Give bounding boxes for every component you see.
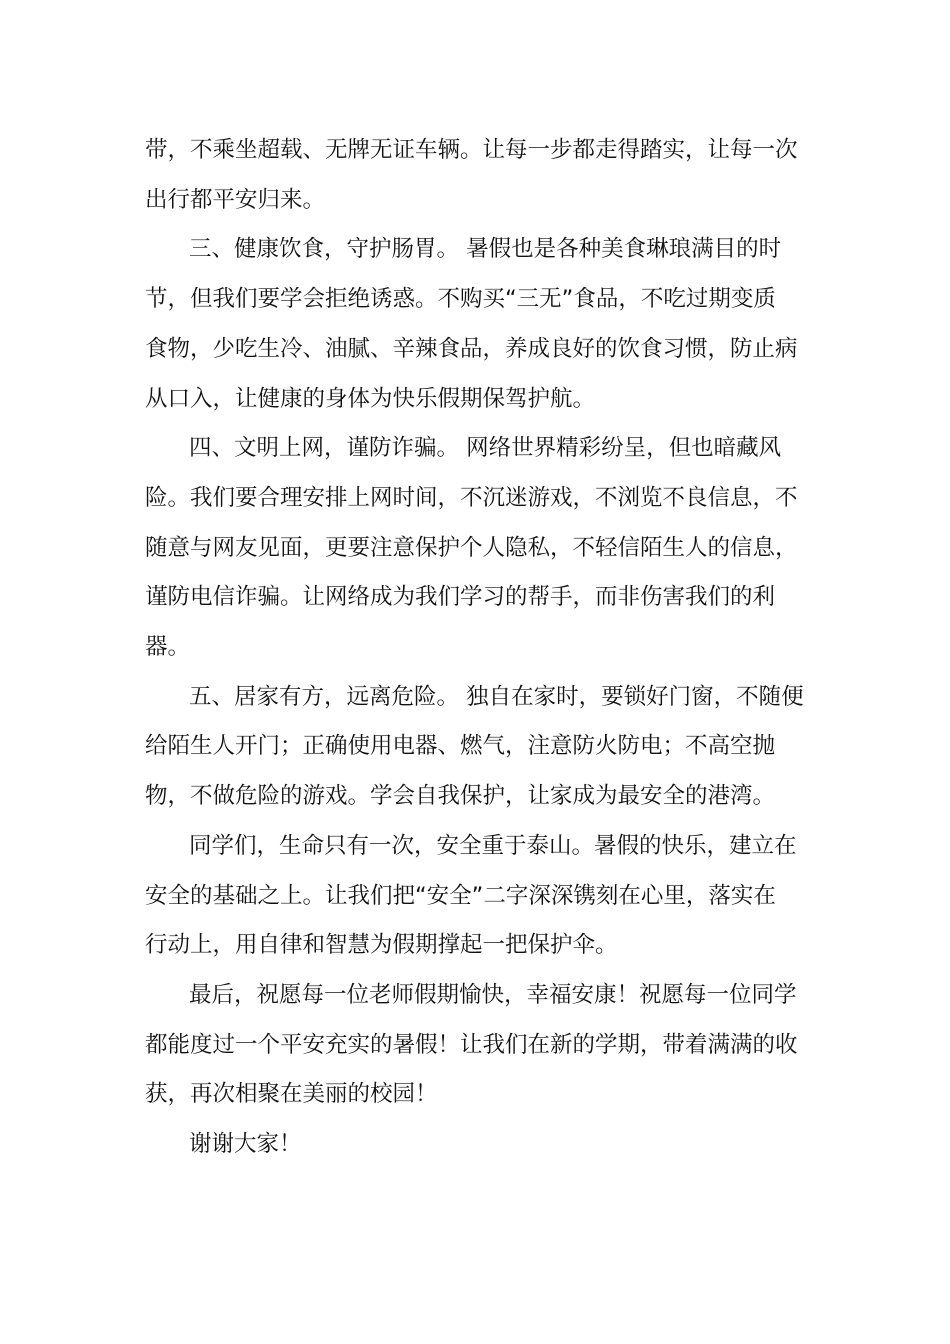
- paragraph-continuation: 带，不乘坐超载、无牌无证车辆。让每一步都走得踏实，让每一次 出行都平安归来。: [145, 137, 798, 213]
- paragraph-wishes: 最后，祝愿每一位老师假期愉快，幸福安康！祝愿每一位同学 都能度过一个平安充实的暑假！让我们在新的学期，带着满满的收 获，再次相聚在美丽的校园！: [145, 981, 798, 1108]
- paragraph-home-safety: 五、居家有方，远离危险。 独自在家时，要锁好门窗，不随便 给陌生人开门；正确使用电器、燃气，注意防火防电；不高空抛 物，不做危险的游戏。学会自我保护，让家成为最安全的港湾。: [145, 683, 804, 810]
- paragraph-internet-safety: 四、文明上网，谨防诈骗。 网络世界精彩纷呈，但也暗藏风 险。我们要合理安排上网时间，不沉迷游戏，不浏览不良信息，不 随意与网友见面，更要注意保护个人隐私，不轻信陌生人的信息， 谨防电信诈骗。让网络成为我们学习的帮手，而非伤害我们的利 器。: [145, 435, 798, 661]
- paragraph-healthy-diet: 三、健康饮食，守护肠胃。 暑假也是各种美食琳琅满目的时 节，但我们要学会拒绝诱惑。不购买“三无”食品，不吃过期变质 食物，少吃生冷、油腻、辛辣食品，养成良好的饮食习惯，防止病 从口入，让健康的身体为快乐假期保驾护航。: [145, 236, 798, 412]
- paragraph-thanks: 谢谢大家！: [189, 1131, 302, 1158]
- document-body: [145, 126, 809, 1170]
- paragraph-summary: 同学们，生命只有一次，安全重于泰山。暑假的快乐，建立在 安全的基础之上。让我们把“安全”二字深深镌刻在心里，落实在 行动上，用自律和智慧为假期撑起一把保护伞。: [145, 832, 797, 959]
